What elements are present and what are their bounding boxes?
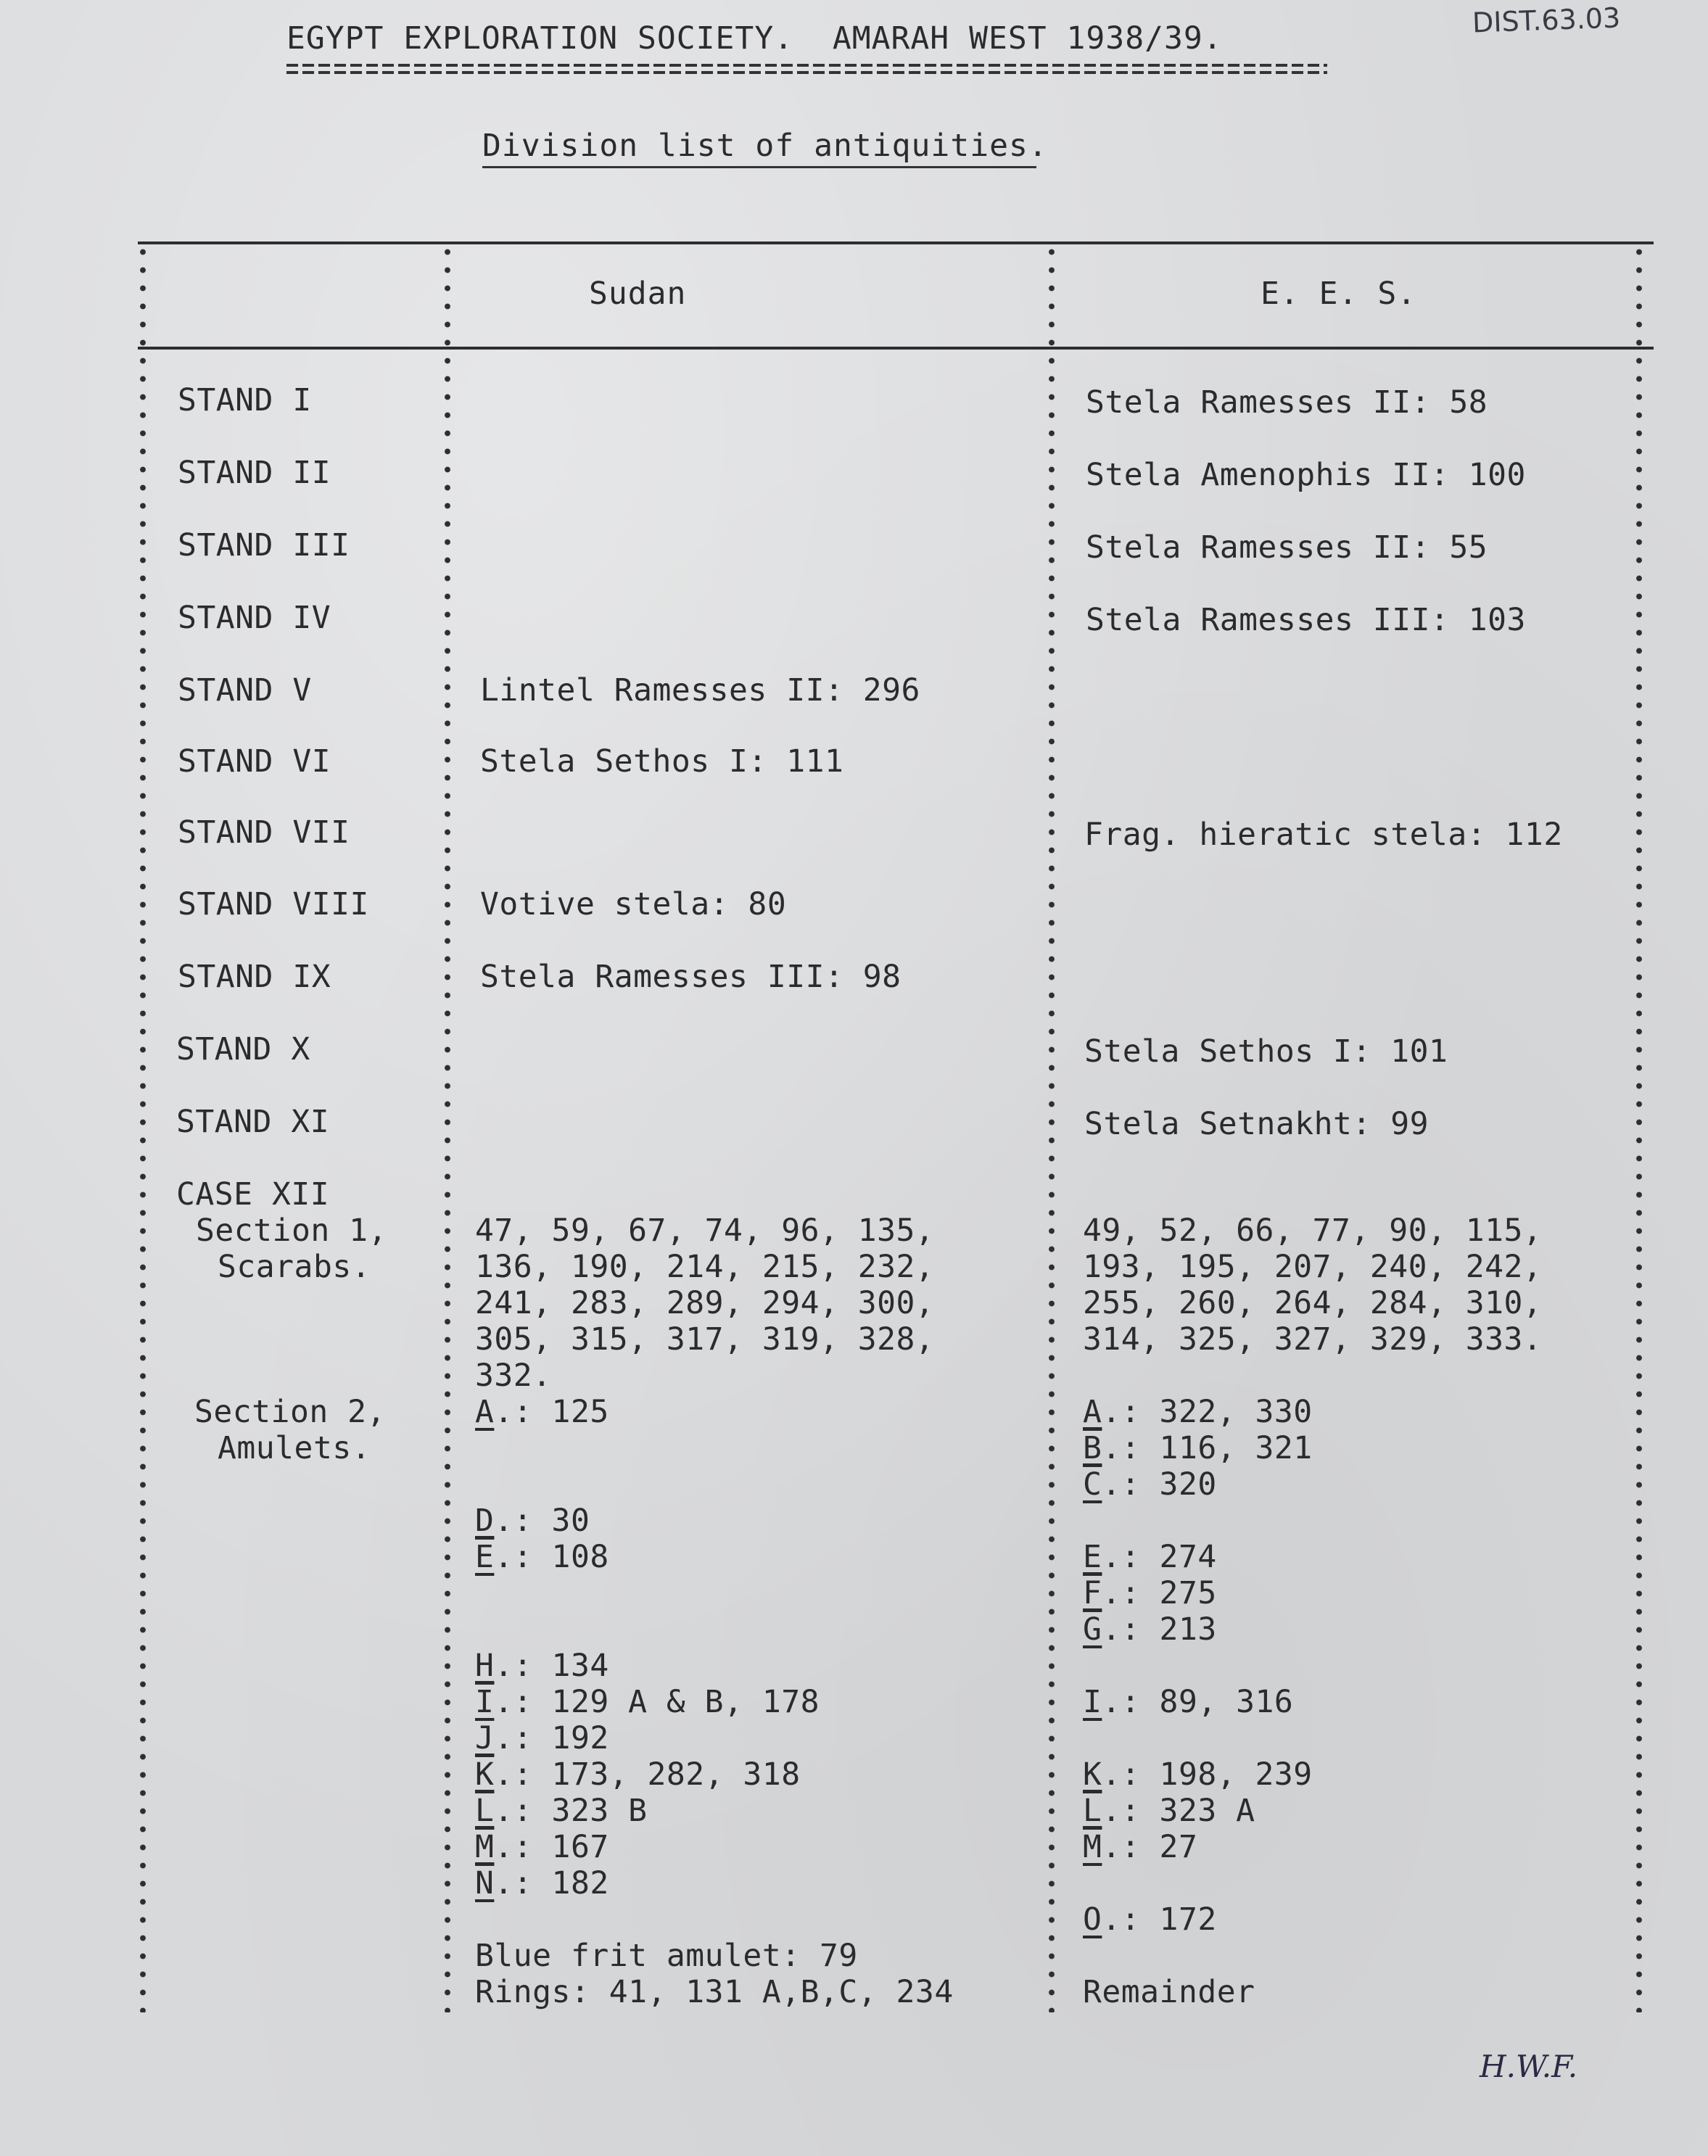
amulet-numbers: .: 30	[494, 1503, 590, 1539]
amulet-entry	[475, 1829, 609, 1865]
row-label: STAND I	[178, 382, 312, 418]
amulet-letter: C	[1083, 1466, 1102, 1503]
amulet-entry	[475, 1756, 801, 1793]
row-label: CASE XII	[176, 1176, 330, 1213]
amulet-numbers: .: 172	[1102, 1901, 1217, 1938]
row-label: STAND VIII	[178, 886, 369, 922]
amulet-numbers: .: 134	[494, 1648, 609, 1684]
section1-ees-line: 255, 260, 264, 284, 310,	[1083, 1285, 1543, 1321]
amulet-letter: L	[1083, 1793, 1102, 1829]
amulet-entry	[475, 1865, 609, 1901]
section1-ees-line: 314, 325, 327, 329, 333.	[1083, 1321, 1543, 1358]
row-label: STAND IX	[178, 959, 331, 995]
amulet-numbers: .: 125	[494, 1394, 609, 1430]
amulet-letter: A	[1083, 1394, 1102, 1430]
subtitle-text: Division list of antiquities.	[482, 128, 1048, 164]
sudan-cell: Stela Ramesses III: 98	[480, 959, 902, 995]
amulet-letter: I	[1083, 1684, 1102, 1720]
amulet-numbers: .: 213	[1102, 1611, 1217, 1648]
amulet-numbers: .: 129 A & B, 178	[494, 1684, 820, 1720]
amulet-letter: N	[475, 1865, 495, 1901]
ees-cell: Stela Sethos I: 101	[1084, 1033, 1448, 1070]
amulet-numbers: .: 27	[1102, 1829, 1198, 1865]
section1-ees-line: 193, 195, 207, 240, 242,	[1083, 1249, 1543, 1285]
document-subtitle	[482, 128, 1048, 164]
amulet-letter: A	[475, 1394, 495, 1430]
row-label: STAND V	[178, 672, 312, 709]
row-label: STAND XI	[176, 1104, 330, 1140]
amulet-numbers: .: 173, 282, 318	[494, 1756, 801, 1793]
amulet-letter: H	[475, 1648, 495, 1684]
amulet-entry	[475, 1503, 590, 1539]
section1-sudan-line: 305, 315, 317, 319, 328,	[475, 1321, 935, 1358]
ees-cell: Stela Setnakht: 99	[1084, 1106, 1429, 1142]
amulet-numbers: .: 182	[494, 1865, 609, 1901]
section1-ees-line: 49, 52, 66, 77, 90, 115,	[1083, 1213, 1543, 1249]
amulet-letter: G	[1083, 1611, 1102, 1648]
amulet-entry	[475, 1793, 648, 1829]
ees-cell: Stela Ramesses II: 55	[1086, 529, 1488, 566]
sudan-extra-line: Blue frit amulet: 79	[475, 1938, 858, 1974]
section1-sudan-line: 47, 59, 67, 74, 96, 135,	[475, 1213, 935, 1249]
amulet-entry	[1083, 1394, 1313, 1430]
row-label: STAND VII	[178, 814, 350, 851]
header-double-rule	[286, 64, 1327, 83]
section1-label-line2: Scarabs.	[218, 1249, 371, 1285]
column-divider-left	[138, 243, 148, 2012]
amulet-numbers: .: 322, 330	[1102, 1394, 1313, 1430]
amulet-letter: E	[475, 1539, 495, 1575]
reference-mark: DIST.63.03	[1472, 1, 1621, 39]
ees-remainder: Remainder	[1083, 1974, 1255, 2010]
amulet-numbers: .: 167	[494, 1829, 609, 1865]
amulet-entry	[475, 1394, 609, 1430]
section1-sudan-line: 241, 283, 289, 294, 300,	[475, 1285, 935, 1321]
amulet-letter: D	[475, 1503, 495, 1539]
amulet-numbers: .: 89, 316	[1102, 1684, 1294, 1720]
sudan-extra-line: Rings: 41, 131 A,B,C, 234	[475, 1974, 954, 2010]
sudan-cell: Stela Sethos I: 111	[480, 743, 844, 780]
amulet-entry	[475, 1648, 609, 1684]
ees-cell: Stela Amenophis II: 100	[1086, 457, 1526, 493]
column-header-sudan: Sudan	[589, 276, 687, 312]
amulet-entry	[1083, 1793, 1255, 1829]
amulet-entry	[1083, 1575, 1217, 1611]
ees-cell: Stela Ramesses III: 103	[1086, 602, 1526, 638]
row-label: STAND III	[178, 527, 350, 563]
column-divider-right	[1634, 243, 1644, 2012]
ees-cell: Frag. hieratic stela: 112	[1084, 817, 1563, 853]
amulet-entry	[1083, 1430, 1313, 1466]
section2-label-line1: Section 2,	[194, 1394, 386, 1430]
handwritten-initials: H.W.F.	[1480, 2049, 1578, 2084]
row-label: STAND II	[178, 455, 331, 491]
amulet-letter: I	[475, 1684, 495, 1720]
row-label: STAND IV	[178, 600, 331, 636]
amulet-entry	[1083, 1466, 1217, 1503]
amulet-numbers: .: 323 A	[1102, 1793, 1255, 1829]
section1-sudan-line: 136, 190, 214, 215, 232,	[475, 1249, 935, 1285]
sudan-cell: Lintel Ramesses II: 296	[480, 672, 920, 709]
amulet-numbers: .: 275	[1102, 1575, 1217, 1611]
amulet-entry	[1083, 1539, 1217, 1575]
row-label: STAND VI	[178, 743, 331, 780]
amulet-numbers: .: 108	[494, 1539, 609, 1575]
amulet-numbers: .: 323 B	[494, 1793, 648, 1829]
amulet-entry	[1083, 1829, 1197, 1865]
subtitle-underline	[482, 166, 1036, 168]
section1-sudan-line: 332.	[475, 1358, 552, 1394]
amulet-entry	[475, 1539, 609, 1575]
column-divider-middle	[1047, 243, 1057, 2012]
amulet-letter: K	[1083, 1756, 1102, 1793]
amulet-letter: J	[475, 1720, 495, 1756]
amulet-numbers: .: 274	[1102, 1539, 1217, 1575]
section2-label-line2: Amulets.	[218, 1430, 371, 1466]
amulet-numbers: .: 198, 239	[1102, 1756, 1313, 1793]
row-label: STAND X	[176, 1031, 310, 1067]
amulet-entry	[475, 1684, 820, 1720]
amulet-entry	[1083, 1756, 1313, 1793]
table-top-rule	[138, 241, 1654, 244]
table-header-rule	[138, 347, 1654, 350]
column-header-ees: E. E. S.	[1261, 276, 1417, 312]
ees-cell: Stela Ramesses II: 58	[1086, 384, 1488, 421]
amulet-entry	[1083, 1901, 1217, 1938]
amulet-entry	[475, 1720, 609, 1756]
amulet-letter: B	[1083, 1430, 1102, 1466]
section1-label-line1: Section 1,	[196, 1213, 387, 1249]
amulet-letter: M	[475, 1829, 495, 1865]
amulet-letter: F	[1083, 1575, 1102, 1611]
amulet-numbers: .: 116, 321	[1102, 1430, 1313, 1466]
amulet-entry	[1083, 1611, 1217, 1648]
sudan-cell: Votive stela: 80	[480, 886, 787, 922]
amulet-entry	[1083, 1684, 1293, 1720]
amulet-numbers: .: 192	[494, 1720, 609, 1756]
amulet-letter: L	[475, 1793, 495, 1829]
amulet-letter: O	[1083, 1901, 1102, 1938]
amulet-letter: K	[475, 1756, 495, 1793]
amulet-letter: M	[1083, 1829, 1102, 1865]
amulet-numbers: .: 320	[1102, 1466, 1217, 1503]
amulet-letter: E	[1083, 1539, 1102, 1575]
document-header: EGYPT EXPLORATION SOCIETY. AMARAH WEST 1938/39.	[286, 20, 1223, 57]
column-divider-label	[442, 243, 453, 2012]
